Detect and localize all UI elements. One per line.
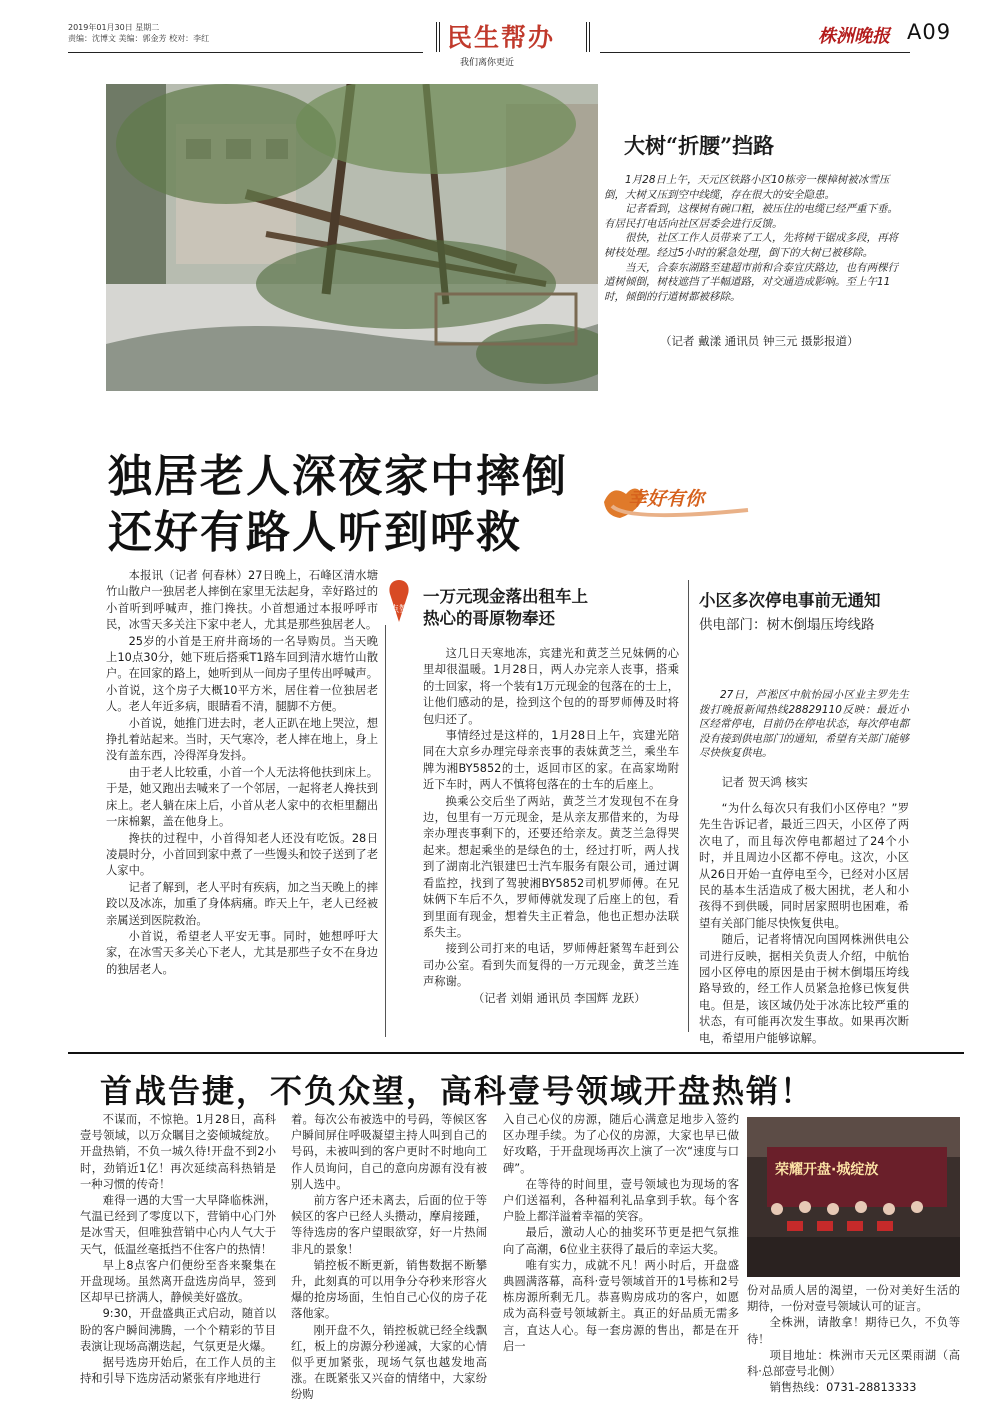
elderly-story-body xyxy=(106,568,378,978)
tree-article-credit: （记者 戴漾 通讯员 钟三元 摄影报道） xyxy=(660,334,859,348)
elderly-paragraph: 搀扶的过程中，小首得知老人还没有吃饭。28日凌晨时分，小首回到家中煮了一些馒头和饺子送到了老人家中。 xyxy=(106,831,378,878)
pin-label: 点赞 xyxy=(390,605,409,615)
power-credit: 记者 贺天鸿 核实 xyxy=(721,775,808,789)
ad-top-rule xyxy=(68,1052,964,1054)
elderly-paragraph: 25岁的小首是王府井商场的一名导购员。当天晚上10点30分，她下班后搭乘T1路车回到清水塘竹山散户。在回家的路上，她听到从一间房子里传出呼喊声。小首说，这个房子大概10平方米，居住着一位独居老人。老人年近多病，眼睛看不清，腿脚不方便。 xyxy=(106,634,378,714)
header-meta xyxy=(68,22,328,44)
power-deck: 供电部门：树木倒塌压垮线路 xyxy=(699,617,875,633)
taxi-title-line2: 热心的哥原物奉还 xyxy=(423,609,555,628)
taxi-title-line1: 一万元现金落出租车上 xyxy=(423,587,588,606)
photo-banner: 荣耀开盘·城绽放 xyxy=(775,1162,879,1178)
ad-column-1 xyxy=(80,1112,276,1387)
column-divider xyxy=(688,580,689,1032)
ad-column-4 xyxy=(747,1283,960,1396)
power-intro: 27日，芦淞区中航怡园小区业主罗先生拨打晚报新闻热线28829110反映：最近小区经常停电，目前仍在停电状态，每次停电都没有接到供电部门的通知，希望有关部门能够尽快恢复供电。 xyxy=(699,689,909,759)
elderly-paragraph: 小首说，希望老人平安无事。同时，她想呼吁大家，在冰雪天多关心下老人，尤其是那些子女不在身边的独居老人。 xyxy=(106,929,378,976)
ad-paragraph: 入自己心仪的房源，随后心满意足地步入签约区办理手续。为了心仪的房源，大家也早已做好攻略，于开盘现场再次上演了一次“速度与口碑”。 xyxy=(503,1113,739,1175)
taxi-paragraph: 这几日天寒地冻，宾建光和黄芝兰兄妹俩的心里却很温暖。1月28日，两人办完亲人丧事，搭乘的士回家，将一个装有1万元现金的包落在的士上，让他们感动的是，捡到这个包的的哥罗师傅及时将包归还了。 xyxy=(423,647,679,726)
taxi-credit: （记者 刘娟 通讯员 李国辉 龙跃） xyxy=(473,991,646,1005)
ad-paragraph: 前方客户还未离去，后面的位于等候区的客户已经人头攒动，摩肩接踵，等待选房的客户望眼欲穿，好一片热闹非凡的景象！ xyxy=(291,1194,487,1256)
ad-paragraph: 在等待的时间里，壹号领域也为现场的客户们送福利，各种福利礼品拿到手软。每个客户脸上都洋溢着幸福的笑容。 xyxy=(503,1177,739,1224)
elderly-paragraph: 本报讯（记者 何春林）27日晚上，石峰区清水塘竹山散户一独居老人摔倒在家里无法起身，幸好路过的小首听到呼喊声，推门搀扶。小首想通过本报呼呼市民，冰雪天多关注下家中老人，尤其是那些独居老人。 xyxy=(106,569,378,632)
ad-column-2 xyxy=(291,1112,487,1404)
ad-headline: 首战告捷，不负众望，高科壹号领域开盘热销！ xyxy=(100,1072,815,1110)
page-number: A09 xyxy=(907,20,952,44)
ad-paragraph: 据号选房开始后，在工作人员的主持和引导下选房活动紧张有序地进行 xyxy=(80,1356,276,1386)
ad-paragraph: 全株洲，请散拿！期待已久，不负等待！ xyxy=(747,1316,960,1346)
column-divider xyxy=(385,625,386,1037)
tree-paragraph: 很快，社区工作人员带来了工人，先将树干锯成多段，再将树枝处理。经过5小时的紧急处理，倒下的大树已被移除。 xyxy=(604,232,898,259)
header-rule-right xyxy=(600,52,910,53)
tree-paragraph: 当天，合泰东湖路至建超市前和合泰宜庆路边，也有两棵行道树倾倒，树枝遮挡了半幅道路，对交通造成影响。至上午11时，倾倒的行道树都被移除。 xyxy=(604,261,898,303)
ad-paragraph: 不谋而，不惊艳。1月28日，高科壹号领域，以万众瞩目之姿倾城绽放。开盘热销，不负一城久待!开盘不到2小时，劲销近1亿！再次延续高科热销是一种习惯的传奇！ xyxy=(80,1113,276,1191)
main-headline-line2: 还好有路人听到呼救 xyxy=(108,507,522,558)
power-title: 小区多次停电事前无通知 xyxy=(699,591,881,610)
taxi-story-body xyxy=(423,646,679,1007)
date-line: 2019年01月30日 星期二 xyxy=(68,23,160,32)
ad-paragraph: 早上8点客户们便纷至沓来聚集在开盘现场。虽然离开盘选房尚早，签到区却早已挤满人，静候美好盛放。 xyxy=(80,1258,276,1305)
main-headline-line1: 独居老人深夜家中摔倒 xyxy=(108,451,568,502)
taxi-paragraph: 事情经过是这样的，1月28日上午，宾建光陪同在大京乡办理完母亲丧事的表妹黄芝兰，乘坐车牌为湘BY5852的士，返回市区的家。在高家坳附近下车时，两人不慎将包落在的士车的后座上。 xyxy=(423,729,679,792)
ad-address: 项目地址：株洲市天元区栗雨湖（高科·总部壹号北侧） xyxy=(747,1348,960,1379)
tree-paragraph: 记者看到，这棵树有碗口粗，被压住的电缆已经严重下垂。有居民打电话向社区居委会进行反馈。 xyxy=(604,203,898,230)
fallen-tree-photo xyxy=(106,84,598,391)
ad-paragraph: 销控板不断更新，销售数据不断攀升，此刻真的可以用争分夺秒来形容火爆的抢房场面，生怕自己心仪的房子花落他家。 xyxy=(291,1258,487,1321)
ad-column-3 xyxy=(503,1112,739,1355)
ad-paragraph: 刚开盘不久，销控板就已经全线飘红，板上的房源分秒递减，大家的心情似乎更加紧张，现场气氛也越发地高涨。在既紧张又兴奋的情绪中，大家纷纷购 xyxy=(291,1323,487,1402)
elderly-paragraph: 记者了解到，老人平时有疾病，加之当天晚上的摔跤以及冰冻，加重了身体病痛。昨天上午，老人已经被亲属送到医院救治。 xyxy=(106,880,378,927)
section-title: 民生帮办 xyxy=(447,23,556,52)
paper-logo: 株洲晚报 xyxy=(818,26,890,47)
power-paragraph: “为什么每次只有我们小区停电？”罗先生告诉记者，最近三四天，小区停了两次电了，而且每次停电都超过了24个小时，并且周边小区都不停电。这次，小区从26日开始一直停电至今，已经对小区居民的基本生活造成了极大困扰，老人和小孩得不到供暖，同时居家照明也困难，希望有关部门能尽快恢复供电。 xyxy=(699,801,909,930)
tree-article-title: 大树“折腰”挡路 xyxy=(624,133,775,158)
badge-label: 幸好有你 xyxy=(628,488,705,510)
ad-paragraph: 唯有实力，成就不凡！两小时后，开盘盛典圆满落幕，高科·壹号领域首开的1号栋和2号栋房源所剩无几。恭喜购房成功的客户，如愿成为高科壹号领域新主。真正的好品质无需多言，直达人心。每一套房源的售出，都是在开启一 xyxy=(503,1258,739,1353)
ad-paragraph: 着。每次公布被选中的号码，等候区客户瞬间屏住呼吸凝望主持人叫到自己的号码，未被叫到的客户更时不时地向工作人员询问，自己的意向房源有没有被别人选中。 xyxy=(291,1113,487,1191)
ad-paragraph: 份对品质人居的渴望，一份对美好生活的期待，一份对壹号领域认可的证言。 xyxy=(747,1284,960,1314)
ad-paragraph: 难得一遇的大雪一大早降临株洲，气温已经到了零度以下，营销中心门外是冰雪天，但唯独营销中心内人气大于天气，低温丝毫抵挡不住客户的热情！ xyxy=(80,1194,276,1256)
tree-article-body xyxy=(604,173,904,304)
power-story-body xyxy=(699,688,909,1047)
elderly-paragraph: 小首说，她推门进去时，老人正趴在地上哭泣，想挣扎着站起来。当时，天气寒冷，老人摔在地上，身上没有盖东西，冷得浑身发抖。 xyxy=(106,716,378,763)
ad-hotline: 销售热线：0731-28813333 xyxy=(769,1381,917,1395)
taxi-paragraph: 换乘公交后坐了两站，黄芝兰才发现包不在身边，包里有一万元现金，是从亲友那借来的，为母亲办理丧事剩下的，还要还给亲友。黄芝兰急得哭起来。想起乘坐的是绿色的士，经过打听，两人找到了湖南北汽银建巴士汽车服务有限公司，通过调看监控，找到了驾驶湘BY5852司机罗师傅。在兄妹俩下车后不久，罗师傅就发现了后座上的包，看到里面有现金，想着失主正着急，他也正想办法联系失主。 xyxy=(423,794,679,939)
elderly-paragraph: 由于老人比较重，小首一个人无法将他扶到床上。于是，她又跑出去喊来了一个邻居，一起将老人搀扶到床上。老人躺在床上后，小首从老人家中的衣柜里翻出一床棉絮，盖在他身上。 xyxy=(106,765,378,829)
power-paragraph: 随后，记者将情况向国网株洲供电公司进行反映，据相关负责人介绍，中航怡园小区停电的原因是由于树木倒塌压垮线路导致的，经工作人员紧急抢修已恢复供电。但是，该区域仍处于冰冻比较严重的状态，有可能再次发生事故。如果再次断电，希望用户能够谅解。 xyxy=(699,933,909,1045)
editors-line: 责编：沈博文 美编：郭金芳 校对：李红 xyxy=(68,34,210,43)
opening-ceremony-photo xyxy=(747,1117,960,1277)
ad-paragraph: 9:30，开盘盛典正式启动，随首以盼的客户瞬间沸腾，一个个精彩的节目表演让现场高潮迭起，气氛更是火爆。 xyxy=(80,1307,276,1353)
taxi-paragraph: 接到公司打来的电话，罗师傅赶紧驾车赶到公司办公室。看到失而复得的一万元现金，黄芝兰连声称谢。 xyxy=(423,942,679,989)
header-rule-left xyxy=(68,52,423,53)
ad-paragraph: 最后，激动人心的抽奖环节更是把气氛推向了高潮，6位业主获得了最后的幸运大奖。 xyxy=(503,1226,739,1256)
tree-paragraph: 1月28日上午，天元区铁路小区10栋旁一棵樟树被冰雪压倒，大树又压到空中线缆，存在很大的安全隐患。 xyxy=(604,174,890,201)
map-pin-icon xyxy=(387,578,411,624)
section-bar-right xyxy=(586,22,590,52)
section-subtitle: 我们离你更近 xyxy=(460,58,515,68)
section-bar-left xyxy=(436,22,440,52)
